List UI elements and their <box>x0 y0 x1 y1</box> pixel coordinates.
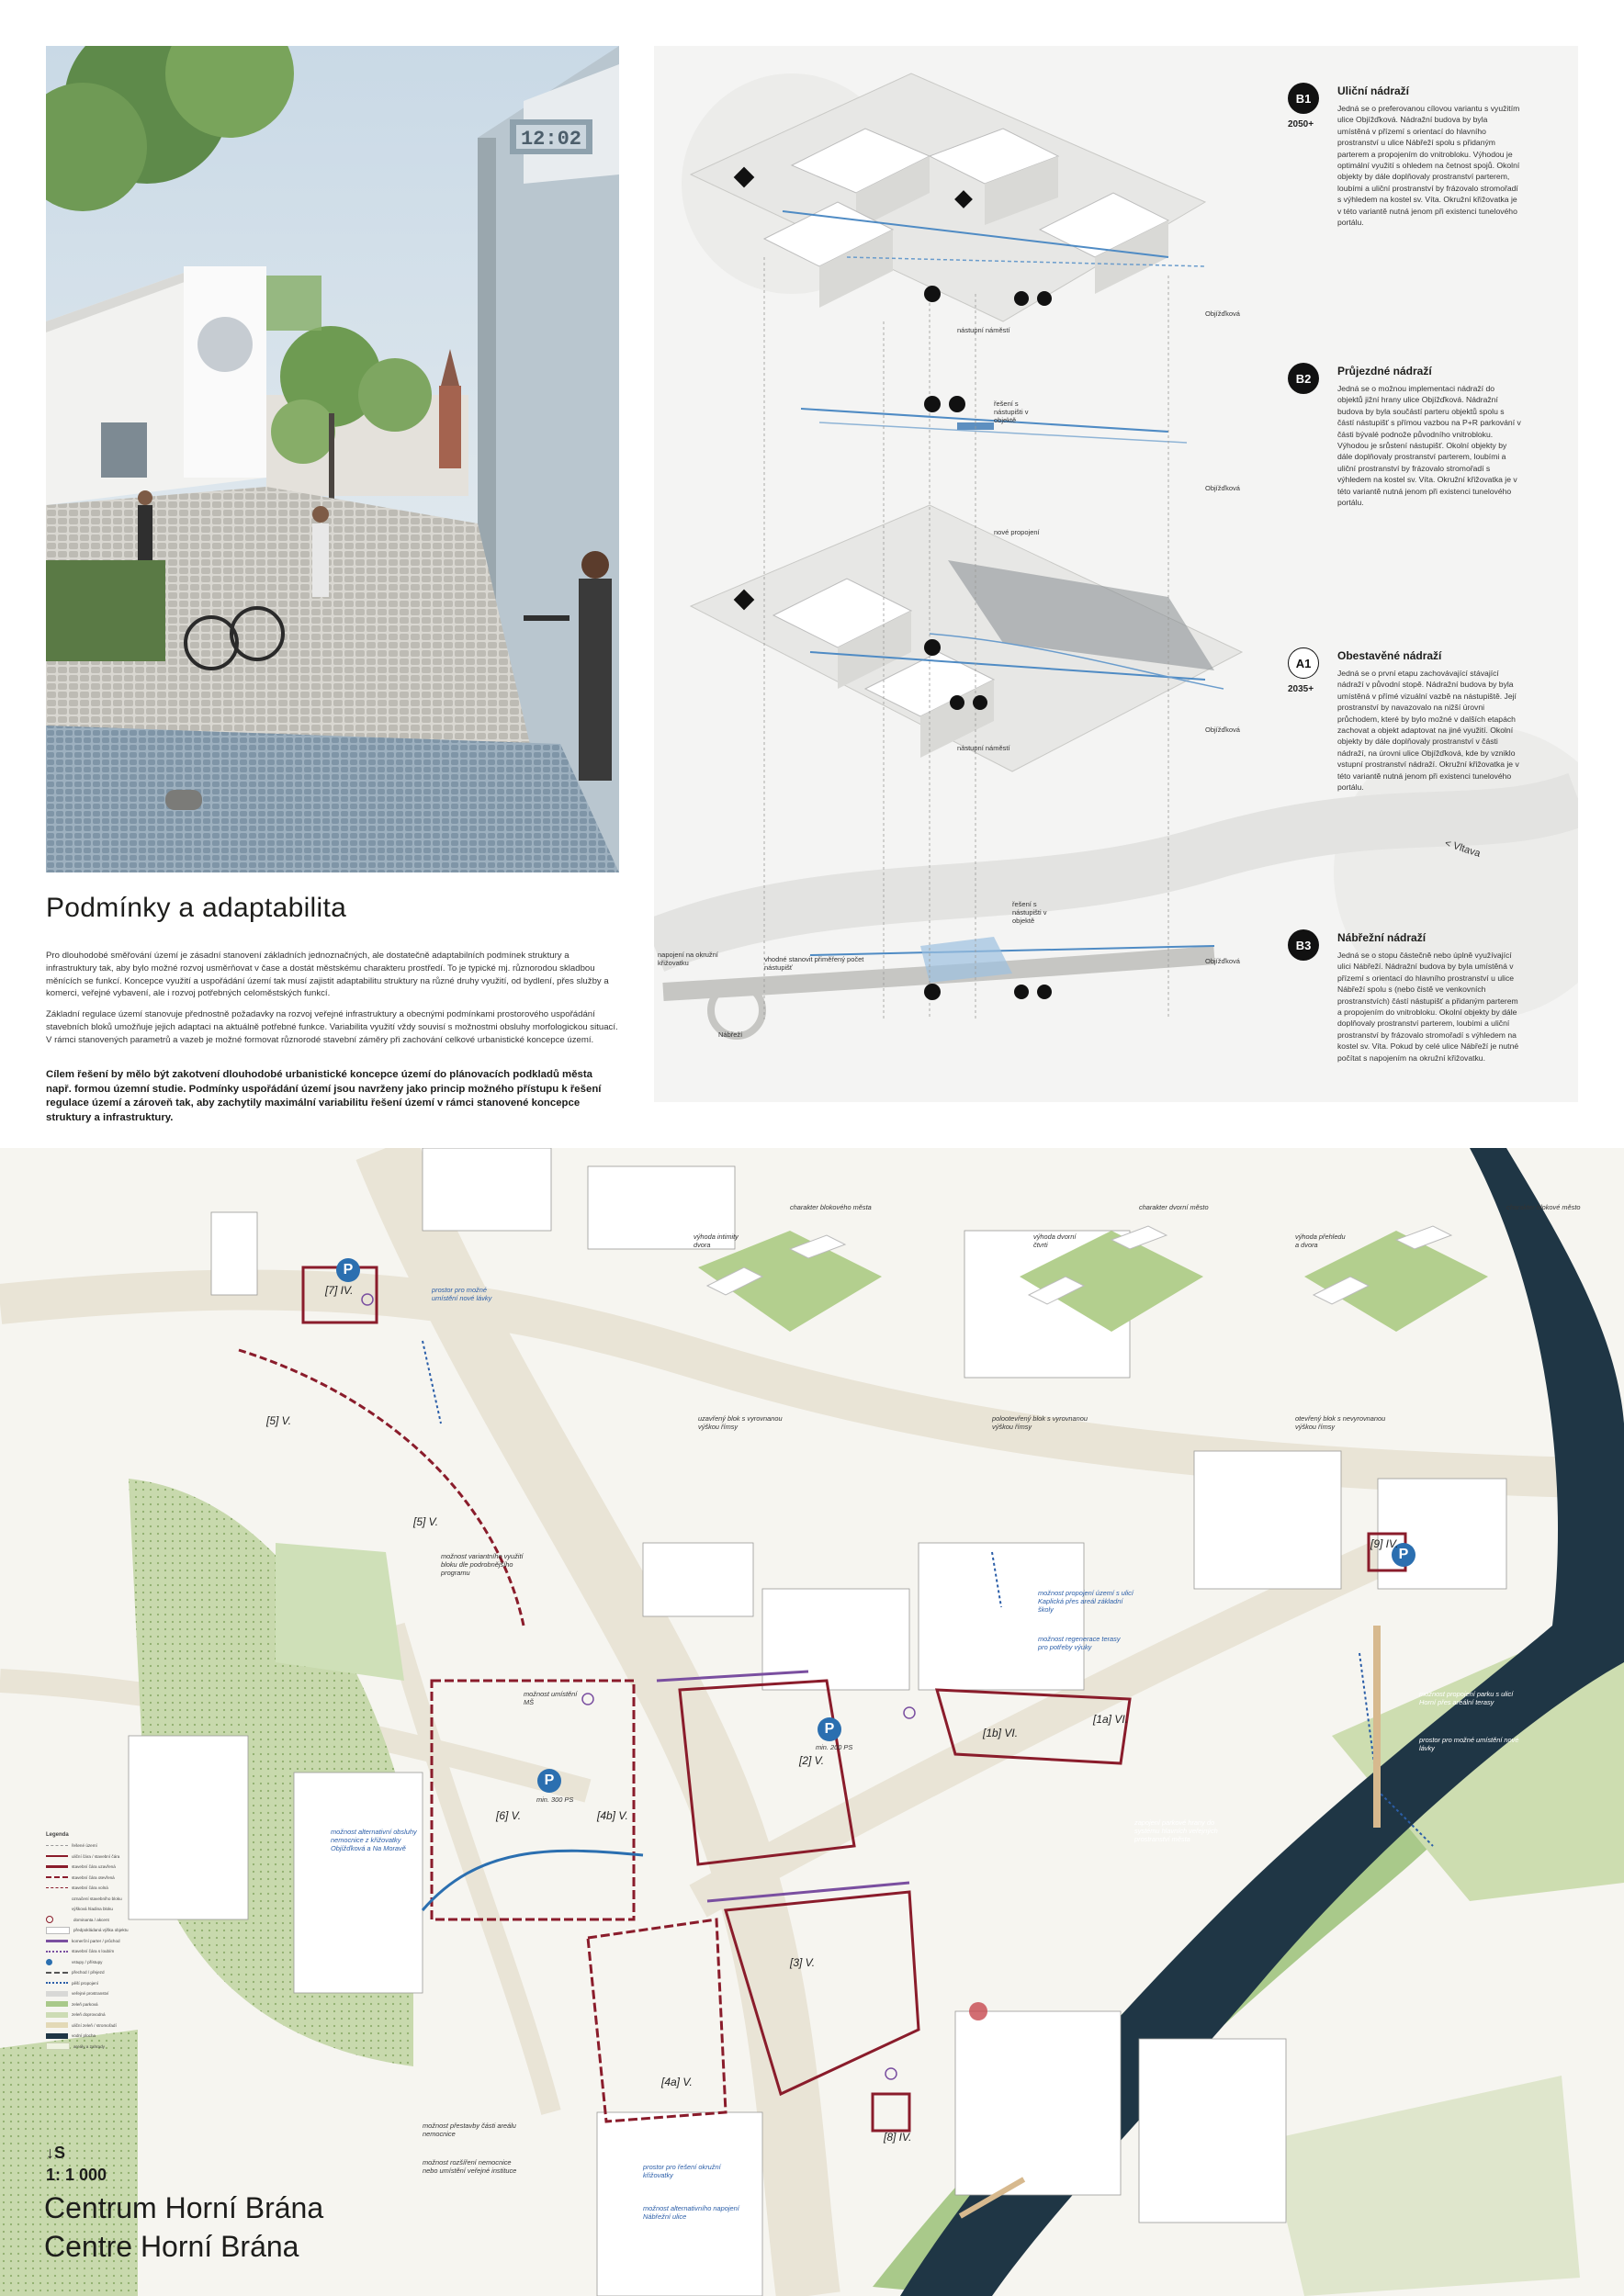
legend-item <box>46 1946 138 1957</box>
plot-label: [1a] VI. <box>1093 1713 1129 1726</box>
label-moznost-napojeni: možnost alternativního napojení Nábřežní ulice <box>643 2204 739 2221</box>
label-otevreny-blok: otevřený blok s nevyrovnanou výškou římsy <box>1295 1414 1386 1431</box>
legend-swatch <box>46 1940 68 1942</box>
legend-swatch <box>46 1876 68 1878</box>
legend-label: veřejné prostranství <box>72 1991 109 1997</box>
legend-label: komerční parter / průchod <box>72 1938 120 1943</box>
plot-label: [7] IV. <box>325 1284 354 1297</box>
legend-item <box>46 2009 138 2020</box>
variant-badge: A1 <box>1288 647 1319 679</box>
legend-item <box>46 1967 138 1978</box>
legend-label: zeleň parková <box>72 2001 98 2007</box>
legend-label: předpokládaná výška objektu <box>73 1928 129 1933</box>
legend-swatch <box>46 1959 52 1965</box>
plot-label: [8] IV. <box>884 2131 912 2144</box>
label-prostor-reseni: prostor pro řešení okružní křižovatky <box>643 2163 721 2179</box>
label-vyhoda-intimity: výhoda intimity dvora <box>694 1232 739 1249</box>
legend-label: vstupy / přístupy <box>72 1959 103 1964</box>
legend-swatch <box>46 1927 70 1934</box>
label-nabrezi: Nábřeží <box>718 1030 743 1039</box>
legend-item <box>46 1904 138 1915</box>
plot-label: [2] V. <box>799 1754 825 1767</box>
paragraph-goal: Cílem řešení by mělo být zakotvení dlouhodobé urbanistické koncepce území do plánovacích podkladů města např. formou územní studie. Podmínky uspořádání území jsou navrženy jako princip možného přístupu k řešení regulace území a zároveň tak, aby zachytily maximální variabilitu řešení území v rámci stanovené koncepce struktury a infrastruktury. <box>46 1069 602 1123</box>
label-vyhoda-dvorni: výhoda dvorní čtvrti <box>1033 1232 1077 1249</box>
label-objizdkova-1: Objížďková <box>1205 310 1240 318</box>
map-legend <box>46 1833 138 2052</box>
variant-b3 <box>1288 929 1527 1095</box>
label-charakter-blok: charakter blokového města <box>790 1203 872 1211</box>
label-reseni-nastupist-1: řešení s nástupišti v objektě <box>994 400 1029 424</box>
legend-swatch <box>46 2001 68 2007</box>
plot-label: [4b] V. <box>597 1809 628 1822</box>
legend-swatch <box>46 1951 68 1953</box>
legend-item <box>46 2020 138 2032</box>
label-vhodne-stanovit: vhodné stanovit přiměřený počet nástupišť <box>764 955 864 972</box>
street-render-image <box>46 46 619 872</box>
variant-badge: B3 <box>1288 929 1319 961</box>
legend-item <box>46 1936 138 1947</box>
legend-label: přechod / přejezd <box>72 1970 105 1975</box>
parking-icon: P <box>1392 1543 1415 1567</box>
label-min-ps-1: min. 300 PS <box>536 1795 574 1804</box>
variant-text: Jedná se o možnou implementaci nádraží do objektů jižní hrany ulice Objížďková. Nádražní budova by byla součástí parteru objektů spolu s částí nástupišť s přímou vazbou na P+R parkování v části bývalé podnože původního vnitrobloku. Výhodou je srůstení nástupišť. Okolní objekty by dále doplňovaly prostranství parterem, loubími a uliční prostranství by frázovalo stromořadí s výhledem na kostel sv. Víta. Okružní křižovatka je v této variantě nutná jenom při existenci tunelového portálu. <box>1337 384 1521 508</box>
label-prostor-lavky-2: prostor pro možné umístění nové lávky <box>1419 1736 1519 1752</box>
plot-label: [4a] V. <box>661 2076 693 2088</box>
legend-item <box>46 2042 138 2053</box>
legend-label: stavební čára uzavřená <box>72 1864 116 1870</box>
label-moznost-propojeni: možnost propojení území s ulicí Kaplická přes areál základní školy <box>1038 1589 1133 1614</box>
variant-a1 <box>1288 647 1527 813</box>
label-uzavreny-blok: uzavřený blok s vyrovnanou výškou římsy <box>698 1414 783 1431</box>
parking-icon: P <box>537 1769 561 1793</box>
variant-year: 2050+ <box>1288 119 1314 129</box>
legend-label: zeleň doprovodná <box>72 2012 106 2018</box>
legend-item <box>46 1957 138 1968</box>
legend-item <box>46 2031 138 2042</box>
variant-text: Jedná se o stopu částečně nebo úplně využívající ulici Nábřeží. Nádražní budova by byla umístěná v přízemí s orientací do hlavního prostranství u ulice Nábřeží spolu s (nebo čistě ve venkovních prostranstvích) částí nástupišť a přidaným parterem a propojením do vnitrobloku. Okolní objekty by dále doplňovaly prostranství parterem, loubími a uliční prostranství by frázovalo stromořadí s výhledem na kostel sv. Víta. Pokud by celé ulice Nábřeží je nutné počítat s napojením na okružní křižovatku. <box>1337 951 1519 1063</box>
legend-label: uliční čára / stavební čára <box>72 1853 120 1859</box>
map-title-en: Centre Horní Brána <box>44 2230 299 2263</box>
legend-label: uliční zeleň / stromořadí <box>72 2022 117 2028</box>
legend-item <box>46 1988 138 1999</box>
map-title-cz: Centrum Horní Brána <box>44 2191 324 2224</box>
variant-badge: B2 <box>1288 363 1319 394</box>
variant-year: 2035+ <box>1288 684 1314 694</box>
label-moznost-vyuziti: možnost variantního využití bloku dle podrobnějšího programu <box>441 1552 524 1577</box>
legend-swatch <box>46 1845 68 1846</box>
legend-label: označení stavebního bloku <box>72 1896 122 1901</box>
label-prostor-lavky: prostor pro možné umístění nové lávky <box>432 1286 492 1302</box>
legend-item <box>46 1862 138 1873</box>
legend-item <box>46 1851 138 1863</box>
variant-text: Jedná se o preferovanou cílovou variantu s využitím ulice Objížďková. Nádražní budova by byla umístěná v přízemí s orientací do hlavního prostranství u ulice Nábřeží spolu s přidaným parterem a propojením do vnitrobloku. Výhodou je optimální využití s ohledem na četnost spojů. Okolní objekty by dále doplňovaly prostranství parterem, loubími a uliční prostranství by frázovalo stromořadí s výhledem na kostel sv. Víta. Okružní křižovatka je v této variantě nutná jenom při existenci tunelového portálu. <box>1337 104 1520 228</box>
label-nastupni-namesti-2: nástupní náměstí <box>957 744 1010 752</box>
legend-swatch <box>46 1855 68 1857</box>
label-reseni-nastupist-2: řešení s nástupišti v objektě <box>1012 900 1047 925</box>
legend-swatch <box>46 1916 53 1923</box>
north-arrow: ↓S <box>46 2144 66 2162</box>
clock-display: 12:02 <box>520 128 582 151</box>
legend-swatch <box>46 2022 68 2028</box>
site-plan-drawing <box>0 1148 1624 2296</box>
legend-item <box>46 1915 138 1926</box>
paragraph-regulation: Základní regulace území stanovuje přednostně požadavky na rozvoj veřejné infrastruktury a obecnými podmínkami prostorového uspořádání stavebních bloků umožňuje jejich adaptaci na aktuálně potřebné funkce. Variabilita využití vždy souvisí s možnostmi obsluhy morfologickou situací. V rámci stanovených parametrů a vazeb je možné formovat různorodé stavební záměry při zachování celkové urbanistické koncepce území. <box>46 1009 618 1045</box>
legend-swatch <box>46 2012 68 2018</box>
paragraph-conditions: Pro dlouhodobé směřování území je zásadní stanovení základních jednoznačných, ale dostatečně adaptabilních podmínek struktury a infrastruktury tak, aby bylo možné rozvoj usměrňovat v čase a dostát městskému charakteru prostředí. To je typické mj. různorodou skladbou měnících se funkcí. Koncepce využití a uspořádání území tak musí zajistit adaptabilitu struktury na různé druhy využití, od bydlení, přes služby a komerci, veřejné vybavení, ale i rozvoj potřebných celoměstských funkcí. <box>46 951 609 999</box>
legend-swatch <box>46 1865 68 1868</box>
parking-icon: P <box>336 1258 360 1282</box>
legend-item <box>46 1883 138 1894</box>
legend-label: areály a zahrady <box>73 2043 105 2049</box>
section-heading: Podmínky a adaptabilita <box>46 893 347 923</box>
label-nove-propojeni: nové propojení <box>994 528 1040 536</box>
variant-b1 <box>1288 83 1527 248</box>
label-moznost-propojeni-parku: možnost propojení parku s ulicí Horní přes areální terasy <box>1419 1690 1514 1706</box>
label-moznost-rozsireni: možnost rozšíření nemocnice nebo umístění veřejné instituce <box>423 2158 517 2175</box>
legend-item <box>46 1894 138 1905</box>
variant-title: Obestavěné nádraží <box>1337 649 1442 662</box>
variant-badge: B1 <box>1288 83 1319 114</box>
plot-label: [1b] VI. <box>983 1727 1019 1739</box>
legend-label: stavební čára otevřená <box>72 1874 115 1880</box>
legend-item <box>46 1999 138 2010</box>
label-vltava: < Vltava <box>1443 838 1483 860</box>
legend-swatch <box>46 1982 68 1984</box>
legend-swatch <box>46 1991 68 1997</box>
label-nastupni-namesti-1: nástupní náměstí <box>957 326 1010 334</box>
label-min-ps-2: min. 200 PS <box>816 1743 853 1751</box>
map-scale: 1: 1 000 <box>46 2166 107 2184</box>
site-plan-map <box>0 1148 1624 2296</box>
legend-label: vodní plocha <box>72 2033 96 2039</box>
label-zapojeni-parkove: zapojení parkové hrany do systému hlavních veřejných prostranství města <box>1134 1818 1218 1843</box>
plot-label: [3] V. <box>790 1956 816 1969</box>
legend-label: řešené území <box>72 1843 97 1849</box>
label-moznost-umisteni: možnost umístění MŠ <box>524 1690 578 1706</box>
legend-swatch <box>46 1906 68 1913</box>
plot-label: [5] V. <box>413 1515 439 1528</box>
legend-item <box>46 1873 138 1884</box>
legend-item <box>46 1840 138 1851</box>
legend-item <box>46 1925 138 1936</box>
station-variants-panel <box>654 46 1578 1102</box>
label-objizdkova-4: Objížďková <box>1205 957 1240 965</box>
label-moznost-alternativni: možnost alternativní obsluhy nemocnice z křižovatky Objížďková a Na Moravě <box>331 1828 417 1852</box>
legend-label: dominanta / akcent <box>73 1917 109 1922</box>
legend-swatch <box>46 2033 68 2039</box>
legend-swatch <box>46 1895 68 1902</box>
parking-icon: P <box>818 1717 841 1741</box>
label-polootevreny-blok: polootevřený blok s vyrovnanou výškou římsy <box>992 1414 1088 1431</box>
variant-title: Nábřežní nádraží <box>1337 931 1427 944</box>
legend-label: stavební čára s loubím <box>72 1949 115 1954</box>
label-charakter-blokove: charakter blokové město <box>1506 1203 1581 1211</box>
label-moznost-prestavby: možnost přestavby části areálu nemocnice <box>423 2122 516 2138</box>
label-charakter-dvorni: charakter dvorní město <box>1139 1203 1209 1211</box>
variant-title: Průjezdné nádraží <box>1337 365 1432 377</box>
legend-label: výšková hladina bloku <box>72 1907 113 1912</box>
legend-swatch <box>46 1887 68 1888</box>
legend-label: pěší propojení <box>72 1980 99 1986</box>
label-napojeni-okruzni: napojení na okružní křižovatku <box>658 951 718 967</box>
legend-swatch <box>46 1972 68 1974</box>
legend-swatch <box>46 2043 70 2050</box>
legend-item <box>46 1978 138 1989</box>
label-moznost-regenerace: možnost regenerace terasy pro potřeby výuky <box>1038 1635 1121 1651</box>
variant-text: Jedná se o první etapu zachovávající stávající nádraží v původní stopě. Nádražní budova by byla umístěná v přímé vizuální vazbě na nástupiště. Její prostranství by navazovalo na nižší úrovni průchodem, které by bylo možné v dalších etapách zachovat a objekt adaptovat na jiné využití. Okolní objekty by dále doplňovaly prostranství v části nádraží, na úrovni ulice Objížďková, kde by vzniklo vstupní prostranství nádraží. Okružní křižovatka je v této variantě nutná jenom při existenci tunelového portálu. <box>1337 669 1519 793</box>
label-vyhoda-prehled: výhoda přehledu a dvora <box>1295 1232 1346 1249</box>
plot-label: [5] V. <box>266 1414 292 1427</box>
label-objizdkova-3: Objížďková <box>1205 726 1240 734</box>
variant-title: Uliční nádraží <box>1337 84 1410 97</box>
variant-b2 <box>1288 363 1527 528</box>
plot-label: [6] V. <box>496 1809 522 1822</box>
plot-label: [9] IV. <box>1370 1537 1399 1550</box>
label-objizdkova-2: Objížďková <box>1205 484 1240 492</box>
legend-title: Legenda <box>46 1832 69 1838</box>
legend-label: stavební čára volná <box>72 1885 108 1891</box>
